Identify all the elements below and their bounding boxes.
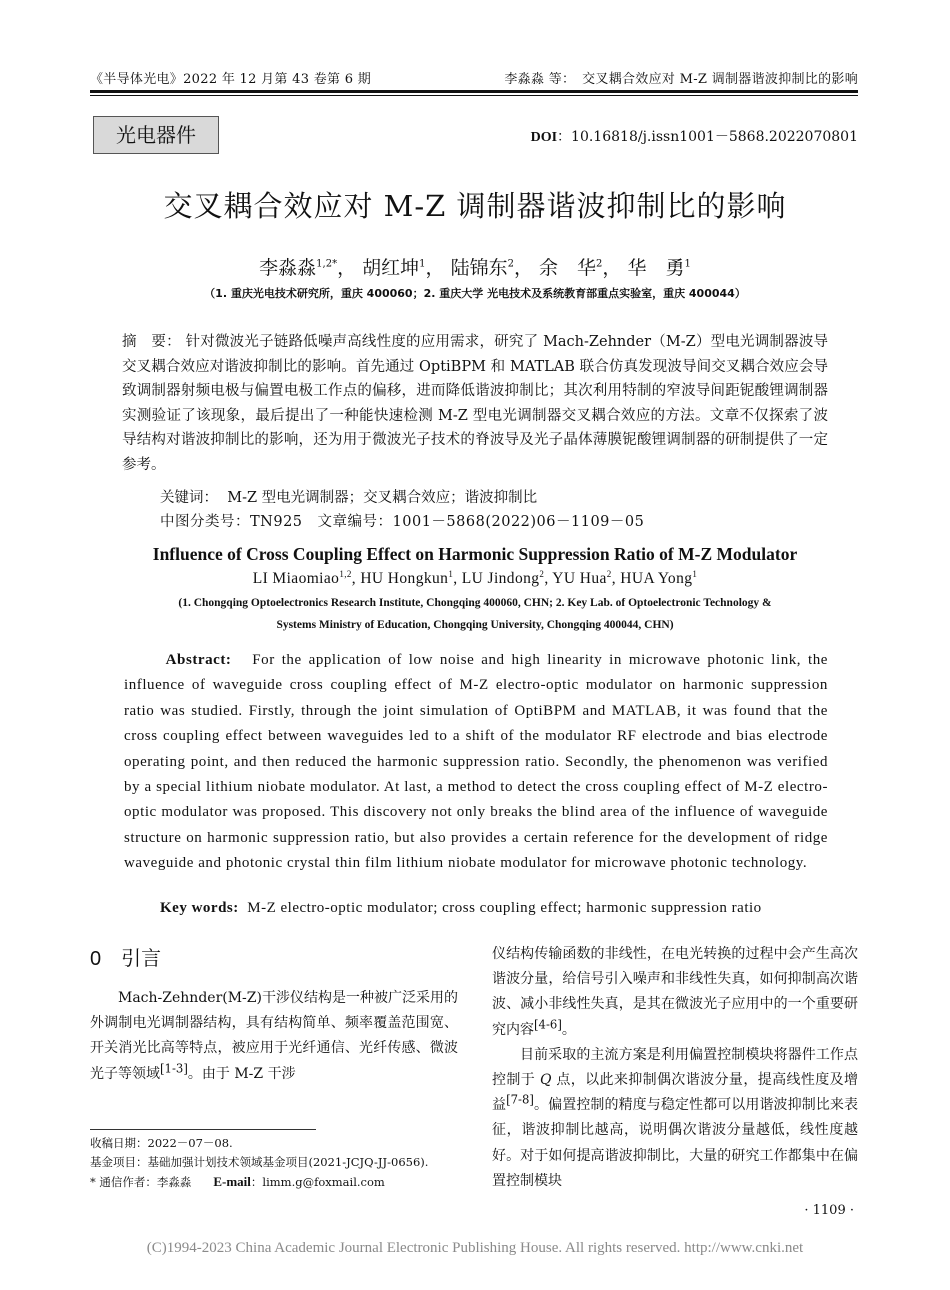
keywords-en-label: Key words: xyxy=(160,900,239,916)
author-cn: 陆锦东 xyxy=(450,257,508,279)
author-cn: 李淼淼 xyxy=(259,257,317,279)
author-sup: 2 xyxy=(507,258,514,270)
author-sup: 2 xyxy=(606,568,612,579)
authors-en: LI Miaomiao$^{1,2}$, HU Hongkun$^1$, LU Jindong$^2$, YU Hua$^2$, HUA Yong$^1$ xyxy=(252,568,698,587)
author-en: LI Miaomiao xyxy=(252,570,340,587)
keywords-en xyxy=(160,900,762,917)
email-label: E-mail xyxy=(213,1174,251,1189)
keywords-en-text: M-Z electro-optic modulator; cross coupling effect; harmonic suppression ratio xyxy=(247,900,762,916)
body-column-right xyxy=(492,942,858,1194)
author-sup: 2 xyxy=(539,568,545,579)
section-label: 光电器件 xyxy=(93,116,219,154)
running-title: 李淼淼 等： 交叉耦合效应对 M-Z 调制器谐波抑制比的影响 xyxy=(504,72,858,87)
author-en: LU Jindong xyxy=(461,570,540,587)
author-en: HUA Yong xyxy=(620,570,693,587)
keywords-cn-label: 关键词： xyxy=(160,490,218,506)
footnotes xyxy=(90,1134,458,1192)
body-column-left xyxy=(90,986,458,1087)
citation: [1-3] xyxy=(160,1060,188,1075)
paragraph-tail: 。 xyxy=(561,1021,576,1038)
author-cn: 华 勇 xyxy=(627,257,685,279)
paragraph-text: 。偏置控制的精度与稳定性都可以用谐波抑制比来表征，谐波抑制比越高，说明偶次谐波分量越低，线性度越好。对于如何提高谐波抑制比，大量的研究工作都集中在偏置控制模块 xyxy=(492,1097,859,1189)
citation: [7-8] xyxy=(506,1092,534,1107)
paragraph xyxy=(492,942,858,1043)
author-sup: 1 xyxy=(448,568,454,579)
author-sup: 1 xyxy=(684,258,691,270)
footnote-corresponding xyxy=(90,1172,458,1192)
affiliation-en-line2: Systems Ministry of Education, Chongqing University, Chongqing 400044, CHN) xyxy=(276,619,674,631)
paragraph-text: 仪结构传输函数的非线性，在电光转换的过程中会产生高次谐波分量，给信号引入噪声和非线性失真，如何抑制高次谐波、减小非线性失真，是其在微波光子应用中的一个重要研究内容 xyxy=(492,946,858,1038)
author-en: YU Hua xyxy=(552,570,607,587)
affiliation-cn: （1. 重庆光电技术研究所，重庆 400060；2. 重庆大学 光电技术及系统教育部重点实验室，重庆 400044） xyxy=(204,287,746,300)
abstract-cn-text: 针对微波光子链路低噪声高线性度的应用需求，研究了 Mach-Zehnder（M-Z）型电光调制器波导交叉耦合效应对谐波抑制比的影响。首先通过 OptiBPM 和 MATLAB 联合仿真发现波导间交叉耦合效应会导致调制器射频电极与偏置电极工作点的偏移，进而降低谐波抑制比；其次利用特制的窄波导间距铌酸锂调制器实测验证了该现象，最后提出了一种能快速检测 M-Z 型电光调制器交叉耦合效应的方法。文章不仅探索了波导结构对谐波抑制比的影响，还为用于微波光子技术的脊波导及光子晶体薄膜铌酸锂调制器的研制提供了一定参考。 xyxy=(122,334,829,473)
author-sup: 1,2* xyxy=(316,258,338,270)
doi-value: ：10.16818/j.issn1001－5868.2022070801 xyxy=(557,129,858,145)
author-sup: 2 xyxy=(596,258,603,270)
author-cn: 胡红坤 xyxy=(362,257,420,279)
header-rule xyxy=(90,90,858,93)
keywords-cn-text: M-Z 型电光调制器；交叉耦合效应；谐波抑制比 xyxy=(227,490,538,506)
paragraph-tail: 。由于 M-Z 干涉 xyxy=(187,1065,296,1082)
keywords-cn xyxy=(160,486,537,507)
section-heading xyxy=(90,942,161,971)
paragraph-text: 点，以此来抑制偶次谐波分量，提高线性度及增益 xyxy=(492,1072,859,1114)
abstract-en-label: Abstract: xyxy=(165,652,232,668)
copyright-watermark: (C)1994-2023 China Academic Journal Electronic Publishing House. All rights reserved. http://www.cnki.net xyxy=(146,1240,804,1256)
citation: [4-6] xyxy=(534,1016,562,1031)
title-en: Influence of Cross Coupling Effect on Harmonic Suppression Ratio of M-Z Modulator xyxy=(152,544,798,564)
q-symbol: Q xyxy=(540,1072,552,1089)
classification-cn: 中图分类号：TN925 文章编号：1001－5868(2022)06－1109－05 xyxy=(160,514,645,530)
title-cn: 交叉耦合效应对 M-Z 调制器谐波抑制比的影响 xyxy=(163,189,787,223)
affiliation-en-line1: (1. Chongqing Optoelectronics Research Institute, Chongqing 400060, CHN; 2. Key Lab. of Optoelectronic Technology & xyxy=(178,597,772,609)
doi-label: DOI xyxy=(530,130,558,145)
abstract-cn-label: 摘 要： xyxy=(122,334,181,350)
header-rule-thin xyxy=(90,95,858,96)
paragraph-text: Mach-Zehnder(M-Z)干涉仪结构是一种被广泛采用的外调制电光调制器结构，具有结构简单、频率覆盖范围宽、开关消光比高等特点，被应用于光纤通信、光纤传感、微波光子等领域 xyxy=(90,990,458,1082)
email-address[interactable]: ：limm.g@foxmail.com xyxy=(250,1175,385,1189)
page-number: · 1109 · xyxy=(804,1203,854,1218)
paragraph-text: 目前采取的主流方案是利用偏置控制模块将器件工作点控制于 xyxy=(492,1046,858,1089)
footnote-rule xyxy=(90,1129,316,1130)
corresponding-author: * 通信作者：李淼淼 xyxy=(90,1175,192,1189)
section-number: 0 xyxy=(90,948,102,970)
abstract-en xyxy=(124,648,828,877)
section-title: 引言 xyxy=(121,946,162,970)
footnote-received: 收稿日期：2022－07－08. xyxy=(90,1136,233,1150)
abstract-cn xyxy=(122,330,828,477)
journal-header: 《半导体光电》2022 年 12 月第 43 卷第 6 期 xyxy=(90,72,372,87)
footnote-fund: 基金项目：基础加强计划技术领域基金项目(2021-JCJQ-JJ-0656). xyxy=(90,1155,429,1169)
abstract-en-text: For the application of low noise and high linearity in microwave photonic link, the influence of waveguide cross coupling effect of M-Z electro-optic modulator on harmonic suppression ratio was studied. Firstly, through the joint simulation of OptiBPM and MATLAB, it was found that the cross coupling effect between waveguides led to a shift of the modulator RF electrode and bias electrode operating point, and then reduced the harmonic suppression ratio. Secondly, the phenomenon was verified by a special lithium niobate modulator. At last, a method to detect the cross coupling effect of M-Z electro-optic modulator was proposed. This discovery not only breaks the blind area of the influence of waveguide structure on harmonic suppression ratio, but also provides a certain reference for the development of ridge waveguide and photonic crystal thin film lithium niobate modulator for microwave photonic technology. xyxy=(124,652,829,872)
author-cn: 余 华 xyxy=(539,257,597,279)
author-sup: 1 xyxy=(692,568,698,579)
paragraph xyxy=(90,986,458,1087)
author-sup: 1,2 xyxy=(339,568,352,579)
doi xyxy=(531,126,858,146)
author-sup: 1 xyxy=(419,258,426,270)
author-en: HU Hongkun xyxy=(360,570,449,587)
paragraph xyxy=(492,1043,858,1194)
authors-cn: 李淼淼$^{1,2*}$， 胡红坤$^1$， 陆锦东$^2$， 余 华$^2$， 华 勇$^1$ xyxy=(259,257,691,279)
